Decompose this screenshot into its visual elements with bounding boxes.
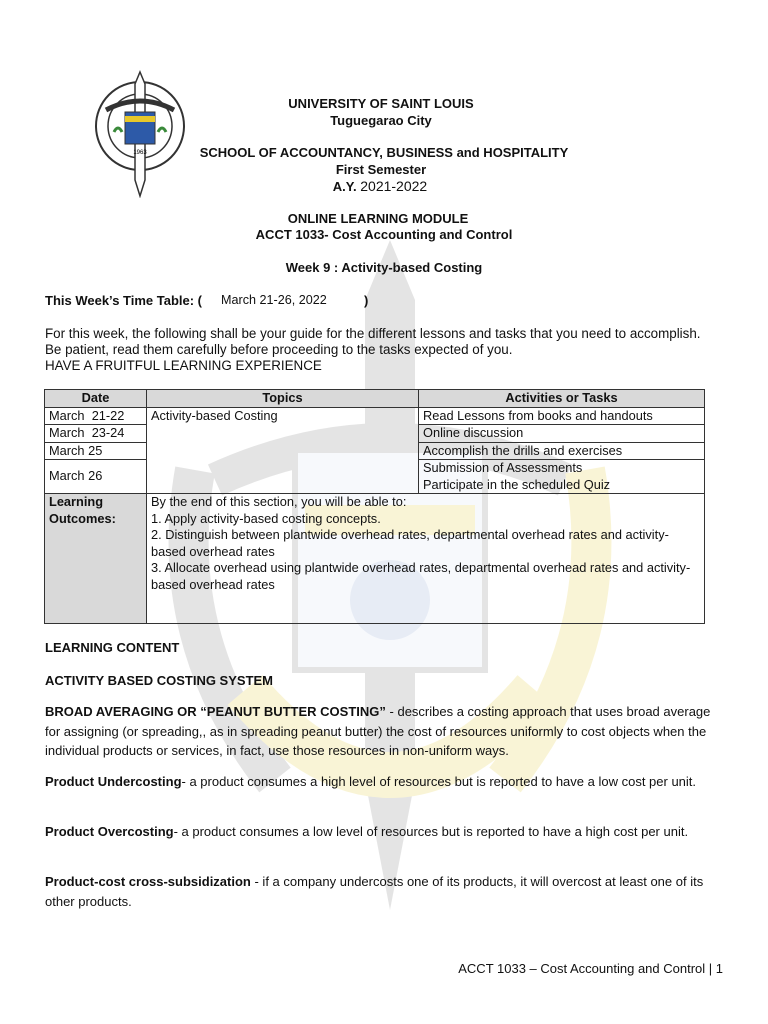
definition-peanut-butter: BROAD AVERAGING OR “PEANUT BUTTER COSTING” - describes a costing approach that uses broad average for assigning (or spreading,, as in spreading peanut butter) the cost of resources uniformly to cost objects when the individual products or services, in fact, use those resources in non-uniform ways.: [45, 704, 711, 758]
logo-year: 1963: [133, 150, 147, 156]
week-title: Week 9 : Activity-based Costing: [285, 260, 483, 275]
outcomes-label: Learning Outcomes:: [45, 494, 147, 624]
university-city: Tuguegarao City: [330, 113, 432, 128]
activity-cell: Submission of Assessments Participate in the scheduled Quiz: [419, 460, 705, 494]
date-cell: March 26: [45, 460, 147, 494]
date-cell: March 25: [45, 442, 147, 460]
schedule-table: [44, 389, 705, 624]
topic-cell: Activity-based Costing: [147, 407, 419, 494]
university-name: UNIVERSITY OF SAINT LOUIS: [288, 96, 474, 111]
course-title: ACCT 1033- Cost Accounting and Control: [255, 227, 513, 242]
definition-overcosting: Product Overcosting- a product consumes a low level of resources but is reported to have a high cost per unit.: [45, 824, 689, 839]
module-title: ONLINE LEARNING MODULE: [287, 211, 469, 226]
intro-line-1: For this week, the following shall be your guide for the different lessons and tasks that you need to accomplish.: [45, 326, 701, 341]
activity-cell: Accomplish the drills and exercises: [419, 442, 705, 460]
header-topics: Topics: [147, 390, 419, 408]
ay-label: A.Y.: [332, 179, 357, 194]
definition-undercosting: Product Undercosting- a product consumes a high level of resources but is reported to have a low cost per unit.: [45, 774, 697, 789]
timetable-dates: March 21-26, 2022: [221, 293, 327, 307]
semester: First Semester: [335, 162, 427, 177]
page-footer: ACCT 1033 – Cost Accounting and Control | 1: [458, 961, 723, 976]
activity-cell: Online discussion: [419, 425, 705, 443]
outcomes-cell: By the end of this section, you will be able to: 1. Apply activity-based costing concepts. 2. Distinguish between plantwide overhead rates, departmental overhead rates and activity-based overhead rates 3. Allocate overhead using plantwide overhead rates, departmental overhead rates and activity-based overhead rates: [147, 494, 705, 624]
intro-line-3: HAVE A FRUITFUL LEARNING EXPERIENCE: [45, 358, 322, 373]
timetable-label: This Week’s Time Table: (: [45, 293, 203, 308]
ay-value: 2021-2022: [360, 178, 428, 194]
abc-system-heading: ACTIVITY BASED COSTING SYSTEM: [45, 673, 274, 688]
date-cell: March 23-24: [45, 425, 147, 443]
date-cell: March 21-22: [45, 407, 147, 425]
learning-content-heading: LEARNING CONTENT: [45, 640, 180, 655]
header-activities: Activities or Tasks: [419, 390, 705, 408]
outcomes-row: [45, 494, 705, 624]
table-header-row: [45, 390, 705, 408]
table-row: [45, 407, 705, 425]
header-date: Date: [45, 390, 147, 408]
intro-line-2: Be patient, read them carefully before proceeding to the tasks expected of you.: [45, 342, 513, 357]
academic-year: [0, 178, 764, 194]
school-name: SCHOOL OF ACCOUNTANCY, BUSINESS and HOSPITALITY: [199, 145, 569, 160]
activity-cell: Read Lessons from books and handouts: [419, 407, 705, 425]
timetable-close: ): [364, 293, 369, 308]
definition-cross-subsidization: Product-cost cross-subsidization - if a company undercosts one of its products, it will overcost at least one of its other products.: [45, 874, 704, 909]
